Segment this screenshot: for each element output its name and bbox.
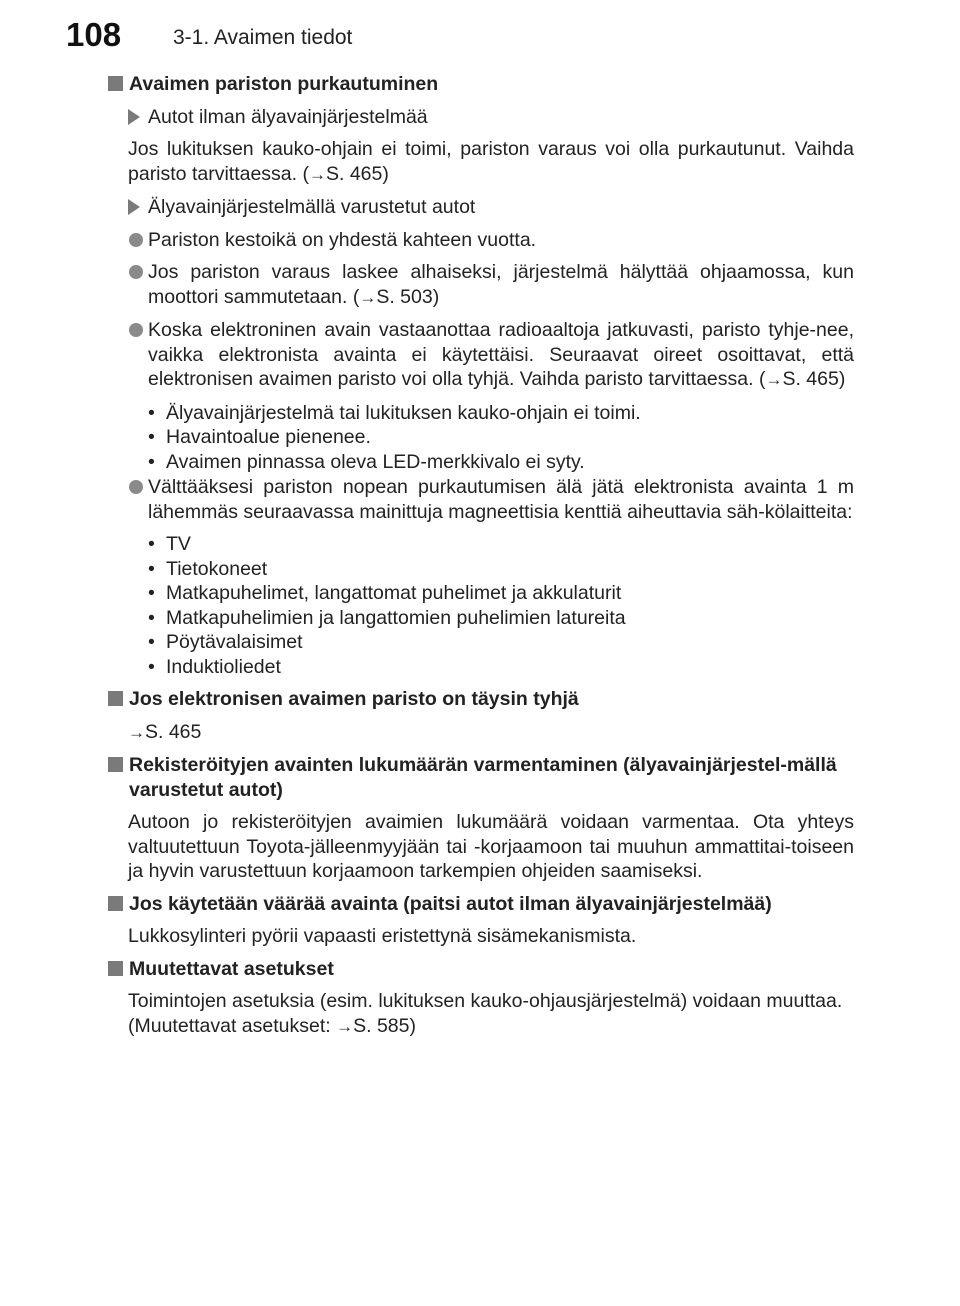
list-item: • Tietokoneet bbox=[148, 557, 268, 580]
list-item: • Avaimen pinnassa oleva LED-merkkivalo ei syty. bbox=[148, 450, 585, 473]
page-header bbox=[0, 0, 960, 70]
heading-battery-discharge: Avaimen pariston purkautuminen bbox=[108, 72, 854, 97]
triangle-bullet-icon bbox=[128, 199, 140, 215]
circle-bullet-icon bbox=[129, 233, 143, 247]
symptom-list bbox=[108, 401, 854, 475]
page-content bbox=[108, 72, 854, 1047]
paragraph-key-count: Autoon jo rekisteröityjen avaimien lukumäärä voidaan varmentaa. Ota yhteys valtuutettuun Toyota-jälleenmyyjään tai -korjaamoon tai muuhun ammattitai-toiseen ja hyvin varustettuun korjaamoon tarkempien ohjeiden saamiseksi. bbox=[128, 811, 854, 882]
page-reference-link[interactable]: →S. 585 bbox=[336, 1014, 410, 1037]
paragraph-wrong-key: Lukkosylinteri pyörii vapaasti eristettynä sisämekanismista. bbox=[128, 925, 637, 947]
appliance-list bbox=[108, 532, 854, 679]
list-item: Koska elektroninen avain vastaanottaa radioaaltoja jatkuvasti, paristo tyhje-nee, vaikka elektronista avainta ei käytettäisi. Seuraavat oireet osoittavat, että elektronisen avaimen paristo voi olla tyhjä. Vaihda paristo tarvittaessa. (→S. 465) bbox=[108, 318, 854, 393]
arrow-right-icon: → bbox=[765, 370, 783, 389]
circle-bullet-icon bbox=[129, 265, 143, 279]
list-item: • Matkapuhelimien ja langattomien puhelimien latureita bbox=[148, 606, 626, 629]
list-item: • Matkapuhelimet, langattomat puhelimet ja akkulaturit bbox=[148, 582, 622, 604]
list-item: • TV bbox=[148, 533, 191, 555]
circle-bullet-icon bbox=[129, 480, 143, 494]
list-item: Jos pariston varaus laskee alhaiseksi, järjestelmä hälyttää ohjaamossa, kun moottori sammutetaan. (→S. 503) bbox=[108, 260, 854, 310]
square-bullet-icon bbox=[108, 961, 123, 976]
heading-wrong-key: Jos käytetään väärää avainta (paitsi autot ilman älyavainjärjestelmää) bbox=[108, 892, 854, 917]
square-bullet-icon bbox=[108, 757, 123, 772]
heading-custom-settings: Muutettavat asetukset bbox=[108, 957, 854, 982]
section-title: 3-1. Avaimen tiedot bbox=[173, 26, 353, 49]
subheading-with-smart-key: Älyavainjärjestelmällä varustetut autot bbox=[108, 195, 854, 220]
page-reference-link[interactable]: →S. 465 bbox=[128, 720, 202, 743]
heading-battery-empty: Jos elektronisen avaimen paristo on täysin tyhjä bbox=[108, 687, 854, 712]
square-bullet-icon bbox=[108, 896, 123, 911]
list-item: • Älyavainjärjestelmä tai lukituksen kauko-ohjain ei toimi. bbox=[148, 401, 641, 424]
page-reference-link[interactable]: →S. 465 bbox=[765, 368, 839, 390]
list-item: • Pöytävalaisimet bbox=[148, 631, 303, 653]
subheading-without-smart-key: Autot ilman älyavainjärjestelmää bbox=[108, 105, 854, 130]
paragraph-battery-empty-ref bbox=[108, 720, 854, 746]
square-bullet-icon bbox=[108, 76, 123, 91]
heading-key-count: Rekisteröityjen avainten lukumäärän varmentaminen (älyavainjärjestel-mällä varustetut autot) bbox=[108, 753, 854, 802]
circle-bullet-icon bbox=[129, 323, 143, 337]
arrow-right-icon: → bbox=[359, 287, 377, 307]
list-item: Välttääksesi pariston nopean purkautumisen älä jätä elektronista avainta 1 m lähemmäs seuraavassa mainittuja magneettisia kenttiä aiheuttavia säh-kölaitteita: bbox=[108, 475, 854, 524]
square-bullet-icon bbox=[108, 691, 123, 706]
page-reference-link[interactable]: →S. 465 bbox=[308, 162, 383, 185]
list-item: • Induktioliedet bbox=[148, 655, 281, 678]
arrow-right-icon: → bbox=[308, 164, 326, 184]
arrow-right-icon: → bbox=[128, 722, 145, 742]
triangle-bullet-icon bbox=[128, 109, 140, 125]
paragraph-custom-settings: Toimintojen asetuksia (esim. lukituksen kauko-ohjausjärjestelmä) voidaan muuttaa. (Muutettavat asetukset: →S. 585) bbox=[128, 990, 843, 1037]
page-reference-link[interactable]: →S. 503 bbox=[359, 285, 433, 308]
list-item: Pariston kestoikä on yhdestä kahteen vuotta. bbox=[108, 228, 854, 253]
list-item: • Havaintoalue pienenee. bbox=[148, 426, 371, 448]
page-number: 108 bbox=[66, 16, 122, 53]
arrow-right-icon: → bbox=[336, 1016, 354, 1036]
paragraph-remote-battery: Jos lukituksen kauko-ohjain ei toimi, pariston varaus voi olla purkautunut. Vaihda paristo tarvittaessa. (→S. 465) bbox=[128, 138, 854, 185]
